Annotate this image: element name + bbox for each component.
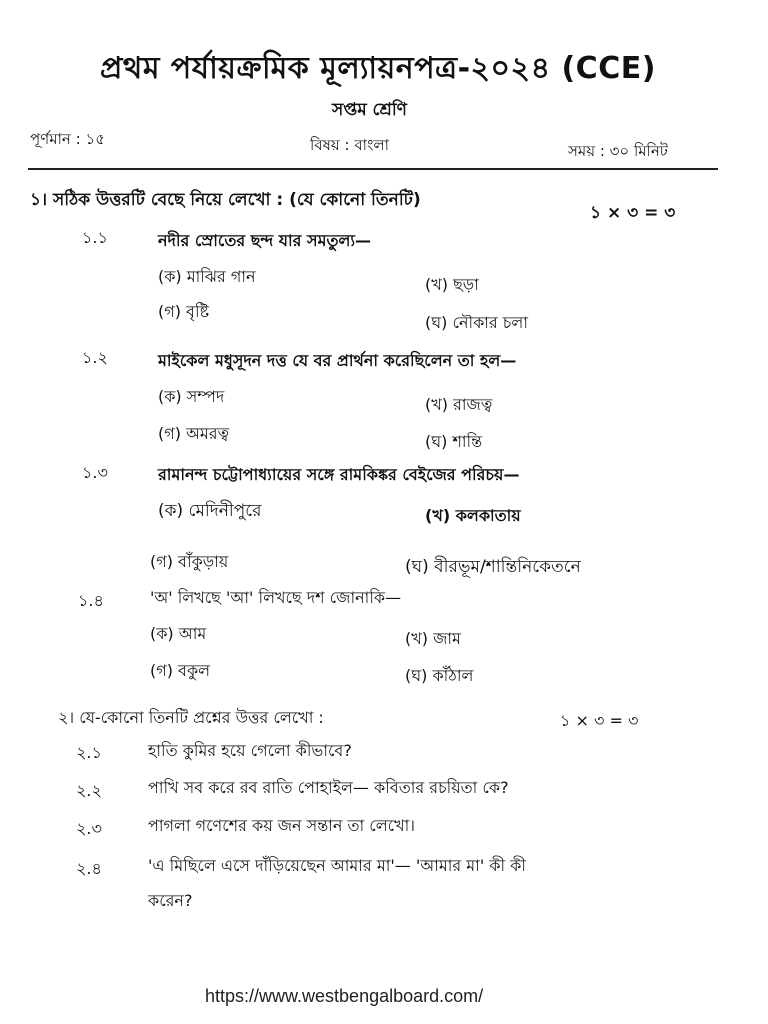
option-kha: (খ) ছড়া bbox=[425, 275, 479, 294]
question-number: ২.৪ bbox=[76, 859, 102, 878]
option-kha: (খ) রাজত্ব bbox=[425, 395, 493, 414]
time-limit: সময় : ৩০ মিনিট bbox=[568, 142, 668, 160]
option-gha: (ঘ) কাঁঠাল bbox=[405, 666, 474, 685]
option-kha: (খ) জাম bbox=[405, 629, 461, 648]
option-gha: (ঘ) নৌকার চলা bbox=[425, 313, 528, 332]
question-text: রামানন্দ চট্টোপাধ্যায়ের সঙ্গে রামকিঙ্কর বেইজের পরিচয়— bbox=[158, 465, 520, 484]
page-title: প্রথম পর্যায়ক্রমিক মূল্যায়নপত্র-২০২৪ (CCE) bbox=[100, 51, 656, 86]
question-text: মাইকেল মধুসূদন দত্ত যে বর প্রার্থনা করেছিলেন তা হল— bbox=[158, 351, 517, 370]
option-ga: (গ) বৃষ্টি bbox=[158, 302, 210, 321]
subject: বিষয় : বাংলা bbox=[310, 136, 390, 154]
question-text: 'এ মিছিলে এসে দাঁড়িয়েছেন আমার মা'— 'আমার মা' কী কী bbox=[148, 856, 526, 875]
option-kha: (খ) কলকাতায় bbox=[425, 506, 521, 525]
section1-heading: ১। সঠিক উত্তরটি বেছে নিয়ে লেখো : (যে কোনো তিনটি) bbox=[30, 190, 421, 210]
question-text: হাতি কুমির হয়ে গেলো কীভাবে? bbox=[148, 741, 352, 760]
option-ka: (ক) সম্পদ bbox=[158, 387, 225, 406]
class-label: সপ্তম শ্রেণি bbox=[332, 100, 407, 120]
question-text: 'অ' লিখছে 'আ' লিখছে দশ জোনাকি— bbox=[150, 588, 402, 607]
question-number: ১.২ bbox=[82, 348, 108, 367]
option-ga: (গ) অমরত্ব bbox=[158, 424, 229, 443]
question-number: ২.১ bbox=[76, 743, 102, 762]
footer-url[interactable]: https://www.westbengalboard.com/ bbox=[205, 986, 484, 1006]
option-gha: (ঘ) বীরভূম/শান্তিনিকেতনে bbox=[405, 557, 581, 577]
question-number: ২.৩ bbox=[76, 819, 102, 838]
question-text: নদীর স্রোতের ছন্দ যার সমতুল্য— bbox=[158, 231, 372, 250]
section2-marks: ১ × ৩ = ৩ bbox=[560, 711, 639, 730]
section2-heading: ২। যে-কোনো তিনটি প্রশ্নের উত্তর লেখো : bbox=[58, 708, 324, 727]
option-ga: (গ) বকুল bbox=[150, 661, 211, 680]
question-number: ১.৪ bbox=[78, 591, 104, 610]
question-text: পাগলা গণেশের কয় জন সন্তান তা লেখো। bbox=[148, 816, 415, 835]
option-ka: (ক) মেদিনীপুরে bbox=[158, 501, 262, 521]
question-number: ১.১ bbox=[82, 228, 108, 247]
option-ka: (ক) মাঝির গান bbox=[158, 267, 256, 286]
option-ka: (ক) আম bbox=[150, 624, 207, 643]
header-divider bbox=[28, 168, 718, 170]
option-gha: (ঘ) শান্তি bbox=[425, 432, 483, 451]
question-text: পাখি সব করে রব রাতি পোহাইল— কবিতার রচয়িতা কে? bbox=[148, 778, 509, 797]
question-number: ১.৩ bbox=[82, 463, 108, 482]
section1-marks: ১ × ৩ = ৩ bbox=[590, 203, 676, 223]
question-number: ২.২ bbox=[76, 781, 102, 800]
question-text-continued: করেন? bbox=[148, 891, 193, 910]
full-marks: পূর্ণমান : ১৫ bbox=[30, 130, 105, 148]
option-ga: (গ) বাঁকুড়ায় bbox=[150, 552, 229, 571]
